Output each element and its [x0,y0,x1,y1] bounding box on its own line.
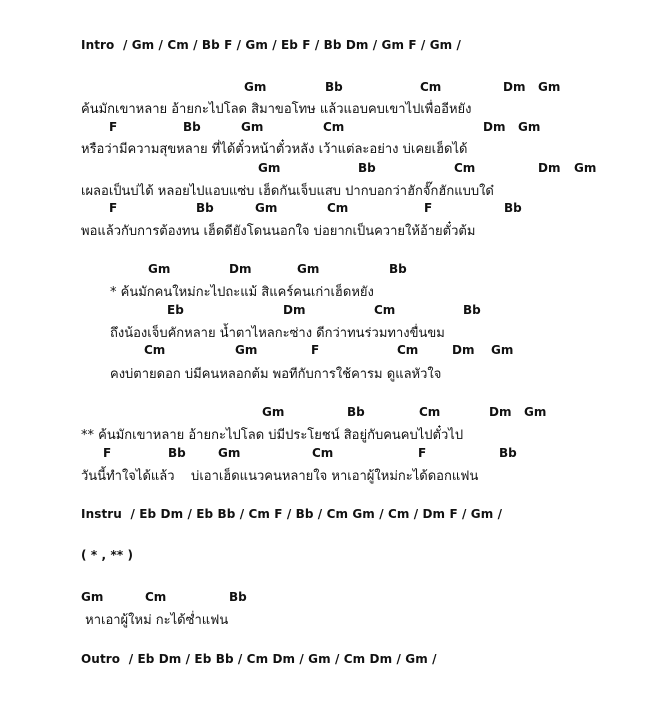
chord-label: Dm [503,80,526,94]
chord-label: F [109,120,118,134]
chord-label: F [109,201,118,215]
chord-label: Cm [454,161,476,175]
chord-label: Bb [463,303,481,317]
chord-label: Bb [499,446,517,460]
chord-label: F [103,446,112,460]
chord-label: Cm [374,303,396,317]
chord-label: Bb [358,161,376,175]
chord-label: Cm [145,590,167,604]
chord-label: Dm [489,405,512,419]
lyric-line: พอแล้วกับการต้องทน เฮ็ดดียังโดนนอกใจ บ่อยากเป็นควายให้อ้ายตั๋วต้ม [81,224,476,239]
lyric-line: คงบ่ตายดอก บ่มีคนหลอกต้ม พอทีกับการใช้คารม ดูแลหัวใจ [110,367,442,382]
chord-label: Cm [323,120,345,134]
lyric-line: ถึงน้องเจ็บคักหลาย น้ำตาไหลกะซ่าง ดีกว่าทนร่วมทางขื่นขม [110,326,445,341]
chord-label: Bb [196,201,214,215]
lyric-line: ค้นมักเขาหลาย อ้ายกะไปโลด สิมาขอโทษ แล้วแอบคบเขาไปเพื่ออีหยัง [81,102,472,117]
chord-label: Gm [218,446,241,460]
lyric-line: * ค้นมักคนใหม่กะไปถะแม้ สิแคร์คนเก่าเฮ็ดหยัง [110,285,374,300]
repeat-marker: ( * , ** ) [81,548,134,562]
chord-label: Cm [327,201,349,215]
chord-label: Gm [538,80,561,94]
chord-label: Gm [81,590,104,604]
chord-label: Cm [419,405,441,419]
chord-label: Eb [167,303,184,317]
lyric-line: วันนี้ทำใจได้แล้ว บ่เอาเฮ็ดแนวคนหลายใจ หาเอาผู้ใหม่กะได้ดอกแฟน [81,469,479,484]
chord-label: Bb [183,120,201,134]
lyric-line: หรือว่ามีความสุขหลาย ที่ได้ตั๋วหน้าตั๋วหลัง เว้าแต่ละอย่าง บ่เคยเฮ็ดได้ [81,142,468,157]
chord-label: F [311,343,320,357]
outro-progression: Outro / Eb Dm / Eb Bb / Cm Dm / Gm / Cm Dm / Gm / [81,652,437,666]
chord-label: Dm [229,262,252,276]
chord-label: Gm [491,343,514,357]
instrumental-progression: Instru / Eb Dm / Eb Bb / Cm F / Bb / Cm Gm / Cm / Dm F / Gm / [81,507,503,521]
chord-label: Gm [244,80,267,94]
chord-label: F [418,446,427,460]
chord-label: Dm [483,120,506,134]
lyric-line: หาเอาผู้ใหม่ กะได้ซ่ำแฟน [81,613,229,628]
chord-label: Gm [258,161,281,175]
chord-label: Gm [241,120,264,134]
lyric-line: เผลอเป็นบ่ได้ หลอยไปแอบแซ่บ เฮ็ดกันเจ็บแสบ ปากบอกว่าฮักจั๊กฮักแบบใด๋ [81,184,494,199]
chord-label: Gm [262,405,285,419]
chord-label: Bb [168,446,186,460]
chord-label: Gm [148,262,171,276]
chord-label: Cm [420,80,442,94]
chord-label: Dm [538,161,561,175]
chord-label: Gm [518,120,541,134]
chord-label: Gm [235,343,258,357]
chord-label: Bb [325,80,343,94]
lyric-line: ** ค้นมักเขาหลาย อ้ายกะไปโลด บ่มีประโยชน์ สิอยู่กับคนคบไปตั๋วไป [81,428,464,443]
chord-label: Cm [397,343,419,357]
chord-label: Gm [297,262,320,276]
chord-label: F [424,201,433,215]
intro-progression: Intro / Gm / Cm / Bb F / Gm / Eb F / Bb Dm / Gm F / Gm / [81,38,462,52]
chord-label: Cm [144,343,166,357]
chord-label: Dm [452,343,475,357]
chord-label: Bb [229,590,247,604]
chord-label: Bb [347,405,365,419]
chord-label: Bb [504,201,522,215]
chord-label: Dm [283,303,306,317]
chord-label: Cm [312,446,334,460]
chord-label: Gm [255,201,278,215]
chord-label: Gm [574,161,597,175]
chord-label: Gm [524,405,547,419]
chord-label: Bb [389,262,407,276]
